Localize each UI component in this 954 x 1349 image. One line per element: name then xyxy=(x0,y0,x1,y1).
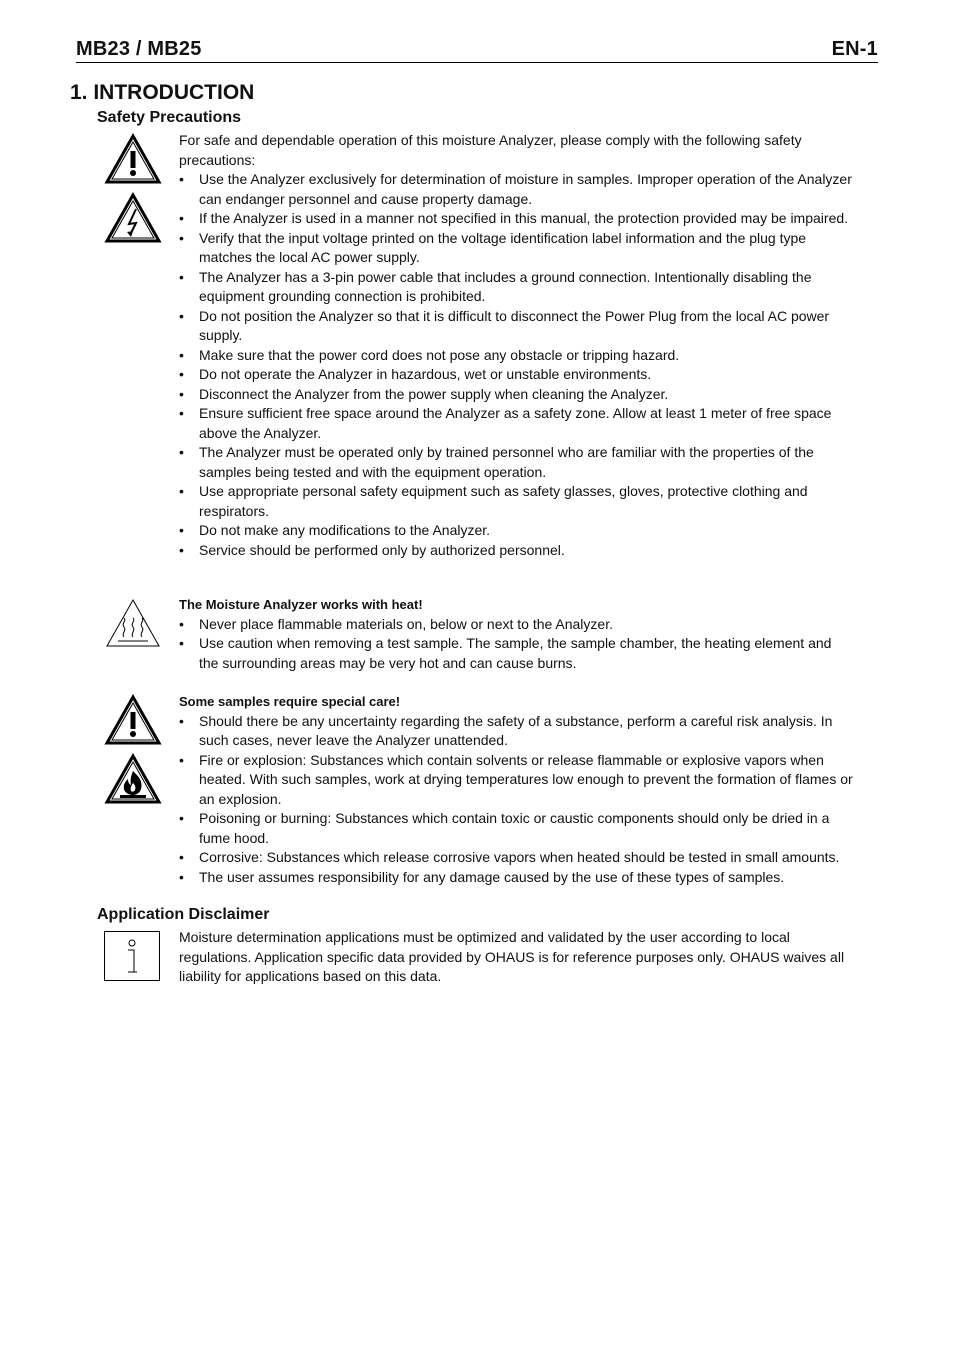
heat-content xyxy=(179,595,854,673)
page-header xyxy=(76,38,878,63)
disclaimer-content xyxy=(179,928,854,987)
fire-text: : Substances which contain solvents or release flammable or explosive vapors when heated. With such samples, work at drying temperatures low enough to prevent the formation of flames or an explosion. xyxy=(199,751,853,807)
poison-text: : Substances which contain toxic or caustic components should only be dried in a fume hood. xyxy=(199,810,830,846)
corrosive-text: : Substances which release corrosive vapors when heated should be tested in small amounts. xyxy=(258,849,840,865)
safety-intro: For safe and dependable operation of this moisture Analyzer, please comply with the following safety precautions: xyxy=(179,132,802,168)
list-item-poison xyxy=(179,809,854,848)
list-item: • Use appropriate personal safety equipment such as safety glasses, gloves, protective clothing and respirators. xyxy=(179,482,854,521)
warning-icon xyxy=(104,694,162,746)
list-item: • Use caution when removing a test sample. The sample, the sample chamber, the heating element and the surrounding areas may be very hot and can cause burns. xyxy=(179,634,854,673)
list-item: • Ensure sufficient free space around the Analyzer as a safety zone. Allow at least 1 meter of free space above the Analyzer. xyxy=(179,404,854,443)
list-item-corrosive xyxy=(179,848,854,868)
list-item-fire xyxy=(179,751,854,810)
list-item: • Do not position the Analyzer so that it is difficult to disconnect the Power Plug from the local AC power supply. xyxy=(179,307,854,346)
list-item: • Disconnect the Analyzer from the power supply when cleaning the Analyzer. xyxy=(179,385,854,405)
list-item: • The user assumes responsibility for any damage caused by the use of these types of samples. xyxy=(179,868,854,888)
safety-content xyxy=(179,131,854,560)
heat-title: The Moisture Analyzer works with heat! xyxy=(179,597,423,612)
list-item: • Do not operate the Analyzer in hazardous, wet or unstable environments. xyxy=(179,365,854,385)
list-item: • Make sure that the power cord does not pose any obstacle or tripping hazard. xyxy=(179,346,854,366)
disclaimer-heading: Application Disclaimer xyxy=(97,906,270,923)
care-list xyxy=(179,712,854,888)
list-item: • Do not make any modifications to the Analyzer. xyxy=(179,521,854,541)
hot-surface-icon xyxy=(104,597,162,649)
list-item: • The Analyzer must be operated only by trained personnel who are familiar with the properties of the samples being tested and with the equipment operation. xyxy=(179,443,854,482)
care-title: Some samples require special care! xyxy=(179,694,401,709)
list-item: • Use the Analyzer exclusively for determination of moisture in samples. Improper operation of the Analyzer can endanger personnel and cause property damage. xyxy=(179,170,854,209)
fire-hazard-icon xyxy=(104,753,162,805)
list-item: • Should there be any uncertainty regarding the safety of a substance, perform a careful risk analysis. In such cases, never leave the Analyzer unattended. xyxy=(179,712,854,751)
list-item: • Verify that the input voltage printed on the voltage identification label information and the plug type matches the local AC power supply. xyxy=(179,229,854,268)
safety-list xyxy=(179,170,854,560)
care-content xyxy=(179,692,854,887)
list-item: • Never place flammable materials on, below or next to the Analyzer. xyxy=(179,615,854,635)
list-item: • The Analyzer has a 3-pin power cable that includes a ground connection. Intentionally disabling the equipment grounding connection is prohibited. xyxy=(179,268,854,307)
list-item: • Service should be performed only by authorized personnel. xyxy=(179,541,854,561)
poison-keyword: Poisoning or burning xyxy=(199,810,328,826)
list-item: • If the Analyzer is used in a manner not specified in this manual, the protection provided may be impaired. xyxy=(179,209,854,229)
heat-list xyxy=(179,615,854,674)
disclaimer-text: Moisture determination applications must be optimized and validated by the user according to local regulations. Application specific data provided by OHAUS is for reference purposes only. OHAUS waives all liability for applications based on this data. xyxy=(179,929,845,984)
header-page-number: EN-1 xyxy=(831,38,878,60)
electrical-hazard-icon xyxy=(104,192,162,244)
warning-icon xyxy=(104,133,162,185)
header-model: MB23 / MB25 xyxy=(76,38,202,60)
fire-keyword: Fire or explosion xyxy=(199,751,303,768)
section-title: 1. INTRODUCTION xyxy=(70,81,255,104)
safety-heading: Safety Precautions xyxy=(97,109,242,126)
corrosive-keyword: Corrosive xyxy=(199,849,259,865)
info-icon xyxy=(104,931,160,981)
